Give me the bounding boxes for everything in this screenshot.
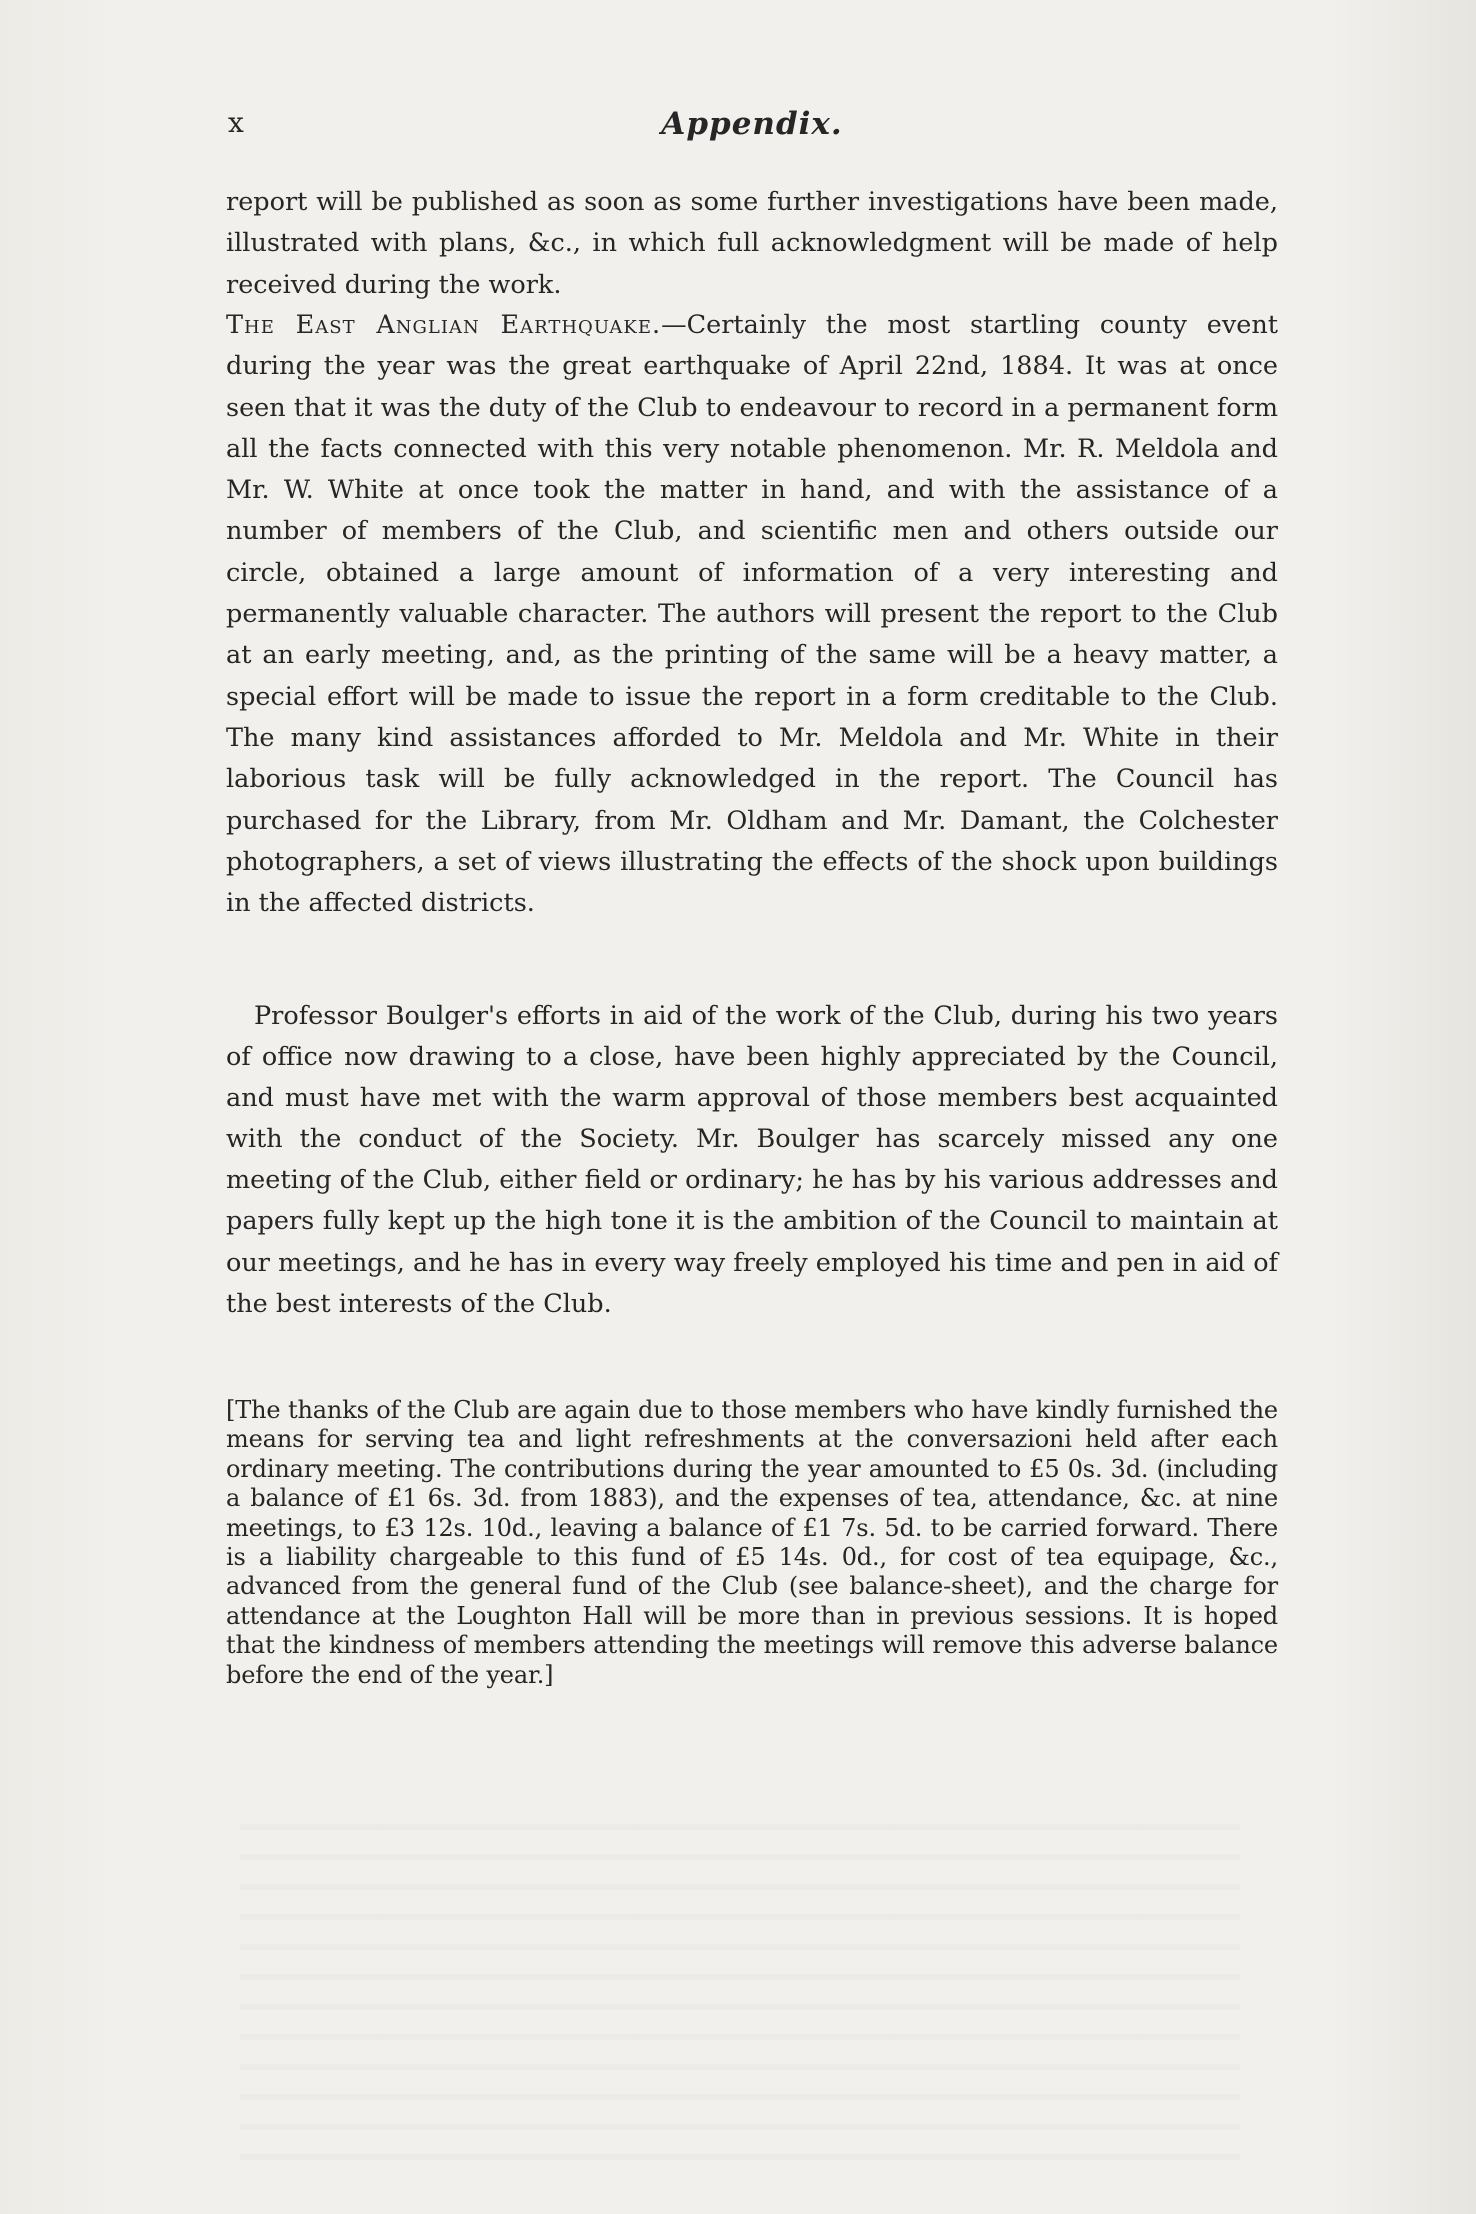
paragraph-earthquake-body: —Certainly the most startling county event during the year was the great earthquake of April 22nd, 1884. It was at once seen that it was the duty of the Club to endeavour to record in a permanent form all the facts connected with this very notable phenomenon. Mr. R. Meldola and Mr. W. White at once took the matter in hand, and with the assistance of a number of members of the Club, and scientific men and others outside our circle, obtained a large amount of information of a very interesting and permanently valuable character. The authors will present the report to the Club at an early meeting, and, as the printing of the same will be a heavy matter, a special effort will be made to issue the report in a form creditable to the Club. The many kind assistances afforded to Mr. Meldola and Mr. White in their laborious task will be fully acknowledged in the report. The Council has purchased for the Library, from Mr. Oldham and Mr. Damant, the Colchester photographers, a set of views illustrating the effects of the shock upon buildings in the affected districts.: [226, 310, 1278, 919]
paragraph-earthquake: [226, 305, 1278, 924]
section-heading-earthquake: The East Anglian Earthquake.: [226, 310, 662, 340]
paragraph-tea-fund: [The thanks of the Club are again due to those members who have kindly furnished the means for serving tea and light refreshments at the conversazioni held after each ordinary meeting. The contributions during the year amounted to £5 0s. 3d. (including a balance of £1 6s. 3d. from 1883), and the expenses of tea, attendance, &c. at nine meetings, to £3 12s. 10d., leaving a balance of £1 7s. 5d. to be carried forward. There is a liability chargeable to this fund of £5 14s. 0d., for cost of tea equipage, &c., advanced from the general fund of the Club (see balance-sheet), and the charge for attendance at the Loughton Hall will be more than in previous sessions. It is hoped that the kindness of members attending the meetings will remove this adverse balance before the end of the year.]: [226, 1396, 1278, 1689]
page-number: x: [228, 106, 244, 139]
show-through-text: [240, 1800, 1240, 2160]
running-head: Appendix.: [661, 106, 843, 142]
paragraph-boulger: Professor Boulger's efforts in aid of the work of the Club, during his two years of office now drawing to a close, have been highly appreciated by the Council, and must have met with the warm approval of those members best acquainted with the conduct of the Society. Mr. Boulger has scarcely missed any one meeting of the Club, either field or ordinary; he has by his various addresses and papers fully kept up the high tone it is the ambition of the Council to maintain at our meetings, and he has in every way freely employed his time and pen in aid of the best interests of the Club.: [226, 1001, 1278, 1319]
page-header: [228, 106, 1276, 150]
paragraph-report: report will be published as soon as some further investigations have been made, illustrated with plans, &c., in which full acknowledgment will be made of help received during the work.: [226, 187, 1278, 300]
